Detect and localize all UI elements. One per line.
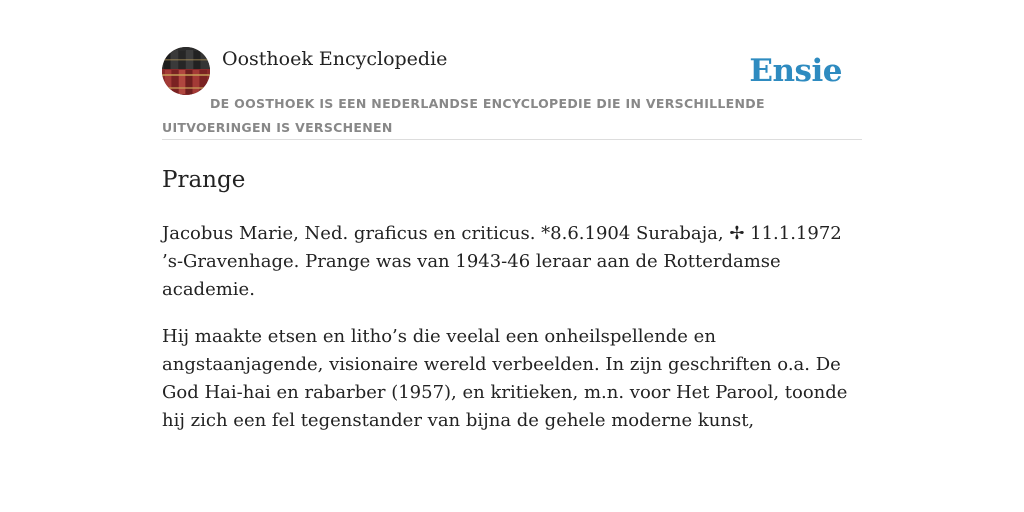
book-spines-icon <box>162 47 210 95</box>
article-title: Prange <box>162 167 246 193</box>
article-paragraph: Hij maakte etsen en litho’s die veelal een onheilspellende en angstaanjagende, visionaire wereld verbeelden. In zijn geschriften o.a. De God Hai-hai en rabarber (1957), en kritieken, m.n. voor Het Parool, toonde hij zich een fel tegenstander van bijna de gehele moderne kunst, <box>162 326 848 431</box>
avatar[interactable] <box>162 47 210 95</box>
site-header <box>162 46 862 140</box>
article-paragraph: Jacobus Marie, Ned. graficus en criticus. *8.6.1904 Surabaja, ✢ 11.1.1972 ’s-Gravenhage. Prange was van 1943-46 leraar aan de Rotterdamse academie. <box>162 223 842 300</box>
article-body <box>162 220 862 435</box>
page-container <box>162 46 862 435</box>
site-tagline: DE OOSTHOEK IS EEN NEDERLANDSE ENCYCLOPEDIE DIE IN VERSCHILLENDE UITVOERINGEN IS VERSCHENEN <box>162 96 765 135</box>
site-name[interactable]: Oosthoek Encyclopedie <box>222 48 448 70</box>
brand-logo[interactable]: Ensie <box>749 53 842 89</box>
